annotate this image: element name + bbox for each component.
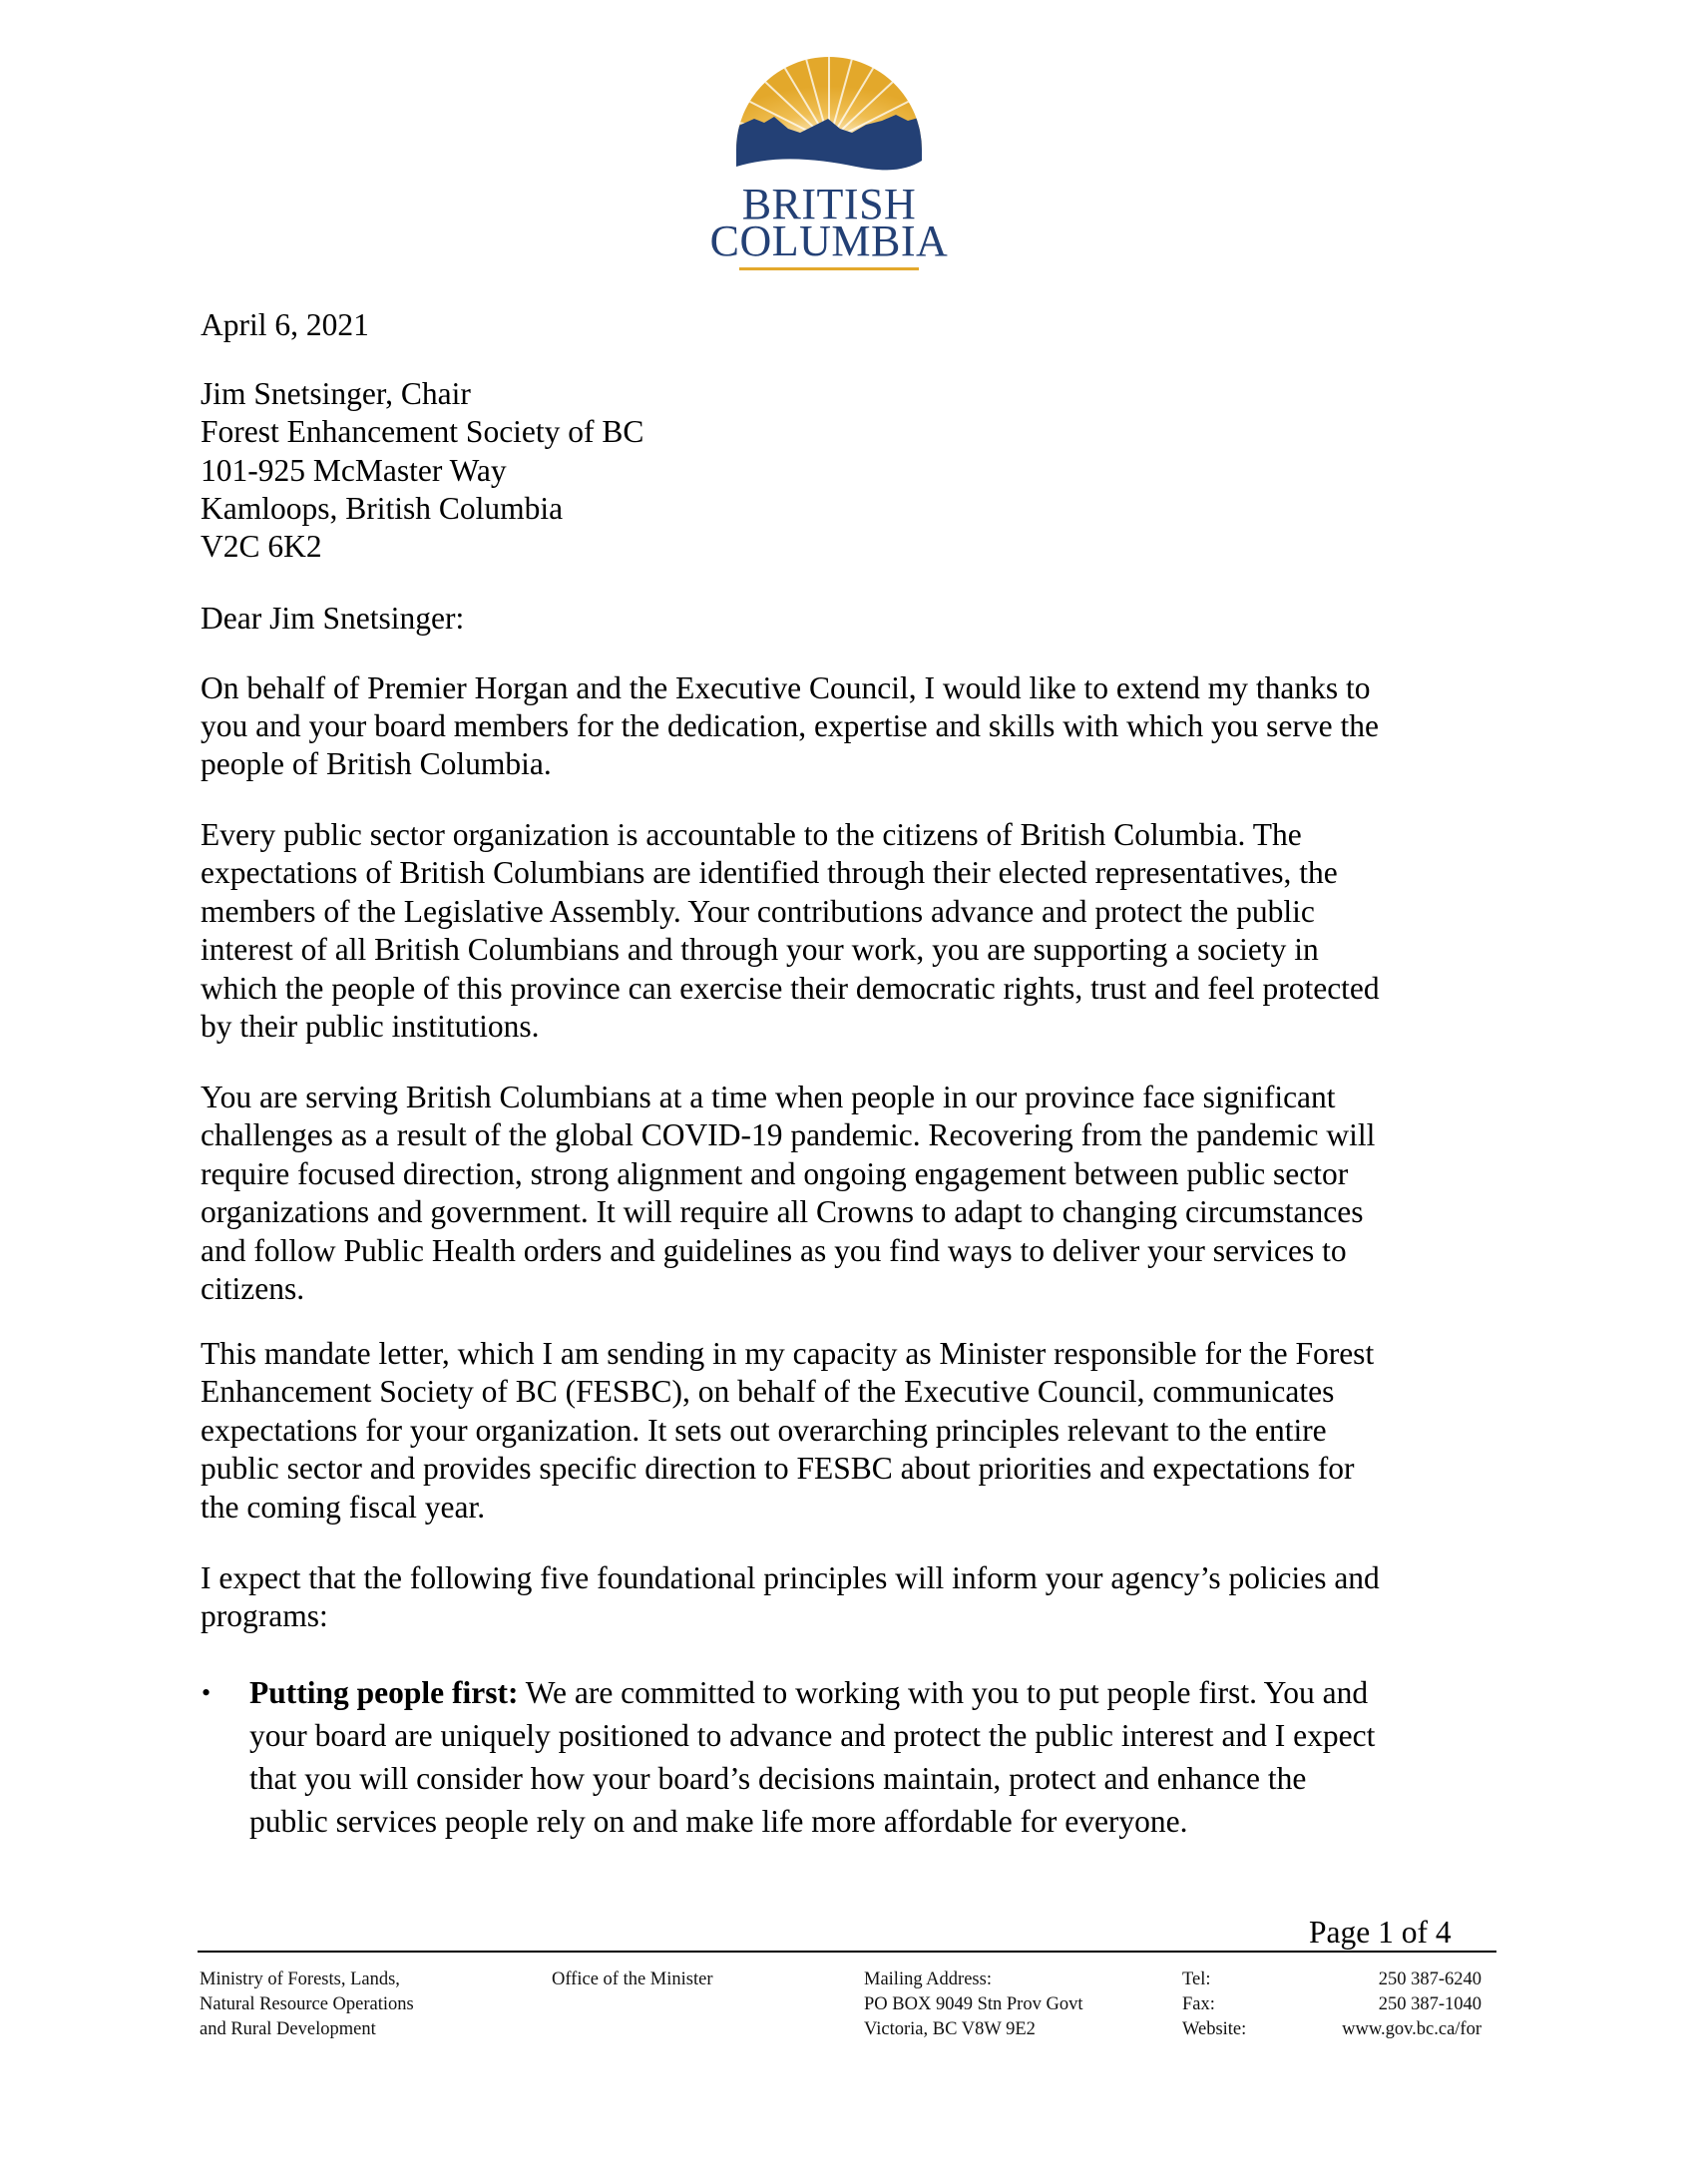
paragraph-line: On behalf of Premier Horgan and the Executive Council, I would like to extend my thanks to (201, 670, 1371, 705)
logo-wordmark-british: BRITISH (741, 180, 917, 228)
footer-mailing-line: PO BOX 9049 Stn Prov Govt (864, 1994, 1083, 2014)
logo-wordmark-columbia: COLUMBIA (709, 217, 949, 265)
list-item-line: public services people rely on and make life more affordable for everyone. (249, 1804, 1188, 1839)
paragraph-line: interest of all British Columbians and through your work, you are supporting a society in (201, 932, 1319, 967)
paragraph-line: require focused direction, strong alignment and ongoing engagement between public sector (201, 1156, 1349, 1191)
bc-government-logo (698, 50, 988, 279)
paragraph-line: you and your board members for the dedication, expertise and skills with which you serve the (201, 708, 1379, 743)
bullet-icon: • (202, 1678, 212, 1707)
footer-mailing-line: Victoria, BC V8W 9E2 (864, 2019, 1036, 2039)
recipient-line: Kamloops, British Columbia (201, 491, 564, 526)
paragraph-line: public sector and provides specific direction to FESBC about priorities and expectations for (201, 1451, 1355, 1486)
recipient-line: V2C 6K2 (201, 529, 322, 564)
footer-office: Office of the Minister (552, 1969, 713, 1989)
paragraph-line: members of the Legislative Assembly. Your contributions advance and protect the public (201, 894, 1315, 929)
paragraph-line: I expect that the following five foundational principles will inform your agency’s policies and (201, 1560, 1380, 1595)
paragraph-line: by their public institutions. (201, 1009, 540, 1044)
paragraph-line: the coming fiscal year. (201, 1490, 486, 1525)
paragraph-line: organizations and government. It will require all Crowns to adapt to changing circumstances (201, 1194, 1364, 1229)
list-item-title: Putting people first: (249, 1675, 519, 1710)
paragraph-line: This mandate letter, which I am sending in my capacity as Minister responsible for the Forest (201, 1336, 1375, 1371)
footer-ministry-line: Ministry of Forests, Lands, (200, 1969, 400, 1989)
paragraph-line: which the people of this province can exercise their democratic rights, trust and feel protected (201, 971, 1380, 1006)
list-item-line (249, 1671, 1368, 1714)
paragraph-line: citizens. (201, 1271, 305, 1306)
recipient-line: Jim Snetsinger, Chair (201, 376, 471, 411)
recipient-line: Forest Enhancement Society of BC (201, 414, 644, 449)
list-item-line: that you will consider how your board’s decisions maintain, protect and enhance the (249, 1761, 1307, 1796)
salutation: Dear Jim Snetsinger: (201, 601, 465, 636)
footer-website-label: Website: (1182, 2019, 1247, 2039)
footer-website-link[interactable]: www.gov.bc.ca/for (1342, 2019, 1482, 2039)
footer-divider (198, 1951, 1496, 1953)
paragraph-line: You are serving British Columbians at a time when people in our province face significant (201, 1080, 1336, 1114)
recipient-line: 101-925 McMaster Way (201, 453, 507, 488)
logo-underline (739, 267, 919, 270)
footer-ministry-line: and Rural Development (200, 2019, 376, 2039)
footer-ministry-line: Natural Resource Operations (200, 1994, 414, 2014)
footer-tel-value: 250 387-6240 (1378, 1969, 1482, 1989)
paragraph-line: Enhancement Society of BC (FESBC), on behalf of the Executive Council, communicates (201, 1374, 1335, 1409)
paragraph-line: challenges as a result of the global COVID-19 pandemic. Recovering from the pandemic will (201, 1117, 1376, 1152)
paragraph-line: programs: (201, 1598, 328, 1633)
page-number: Page 1 of 4 (1309, 1915, 1452, 1950)
paragraph-line: expectations for your organization. It sets out overarching principles relevant to the entire (201, 1413, 1327, 1448)
footer-tel-label: Tel: (1182, 1969, 1211, 1989)
list-item-line: your board are uniquely positioned to advance and protect the public interest and I expect (249, 1718, 1376, 1753)
paragraph-line: expectations of British Columbians are identified through their elected representatives, the (201, 855, 1338, 890)
sun-mountains-emblem-icon (736, 57, 922, 175)
paragraph-line: and follow Public Health orders and guidelines as you find ways to deliver your services to (201, 1233, 1347, 1268)
footer-fax-value: 250 387-1040 (1378, 1994, 1482, 2014)
footer-fax-label: Fax: (1182, 1994, 1215, 2014)
letter-date: April 6, 2021 (201, 307, 369, 342)
paragraph-line: people of British Columbia. (201, 746, 552, 781)
paragraph-line: Every public sector organization is accountable to the citizens of British Columbia. The (201, 817, 1302, 852)
footer-mailing-line: Mailing Address: (864, 1969, 992, 1989)
list-item-text: We are committed to working with you to put people first. You and (518, 1675, 1369, 1710)
